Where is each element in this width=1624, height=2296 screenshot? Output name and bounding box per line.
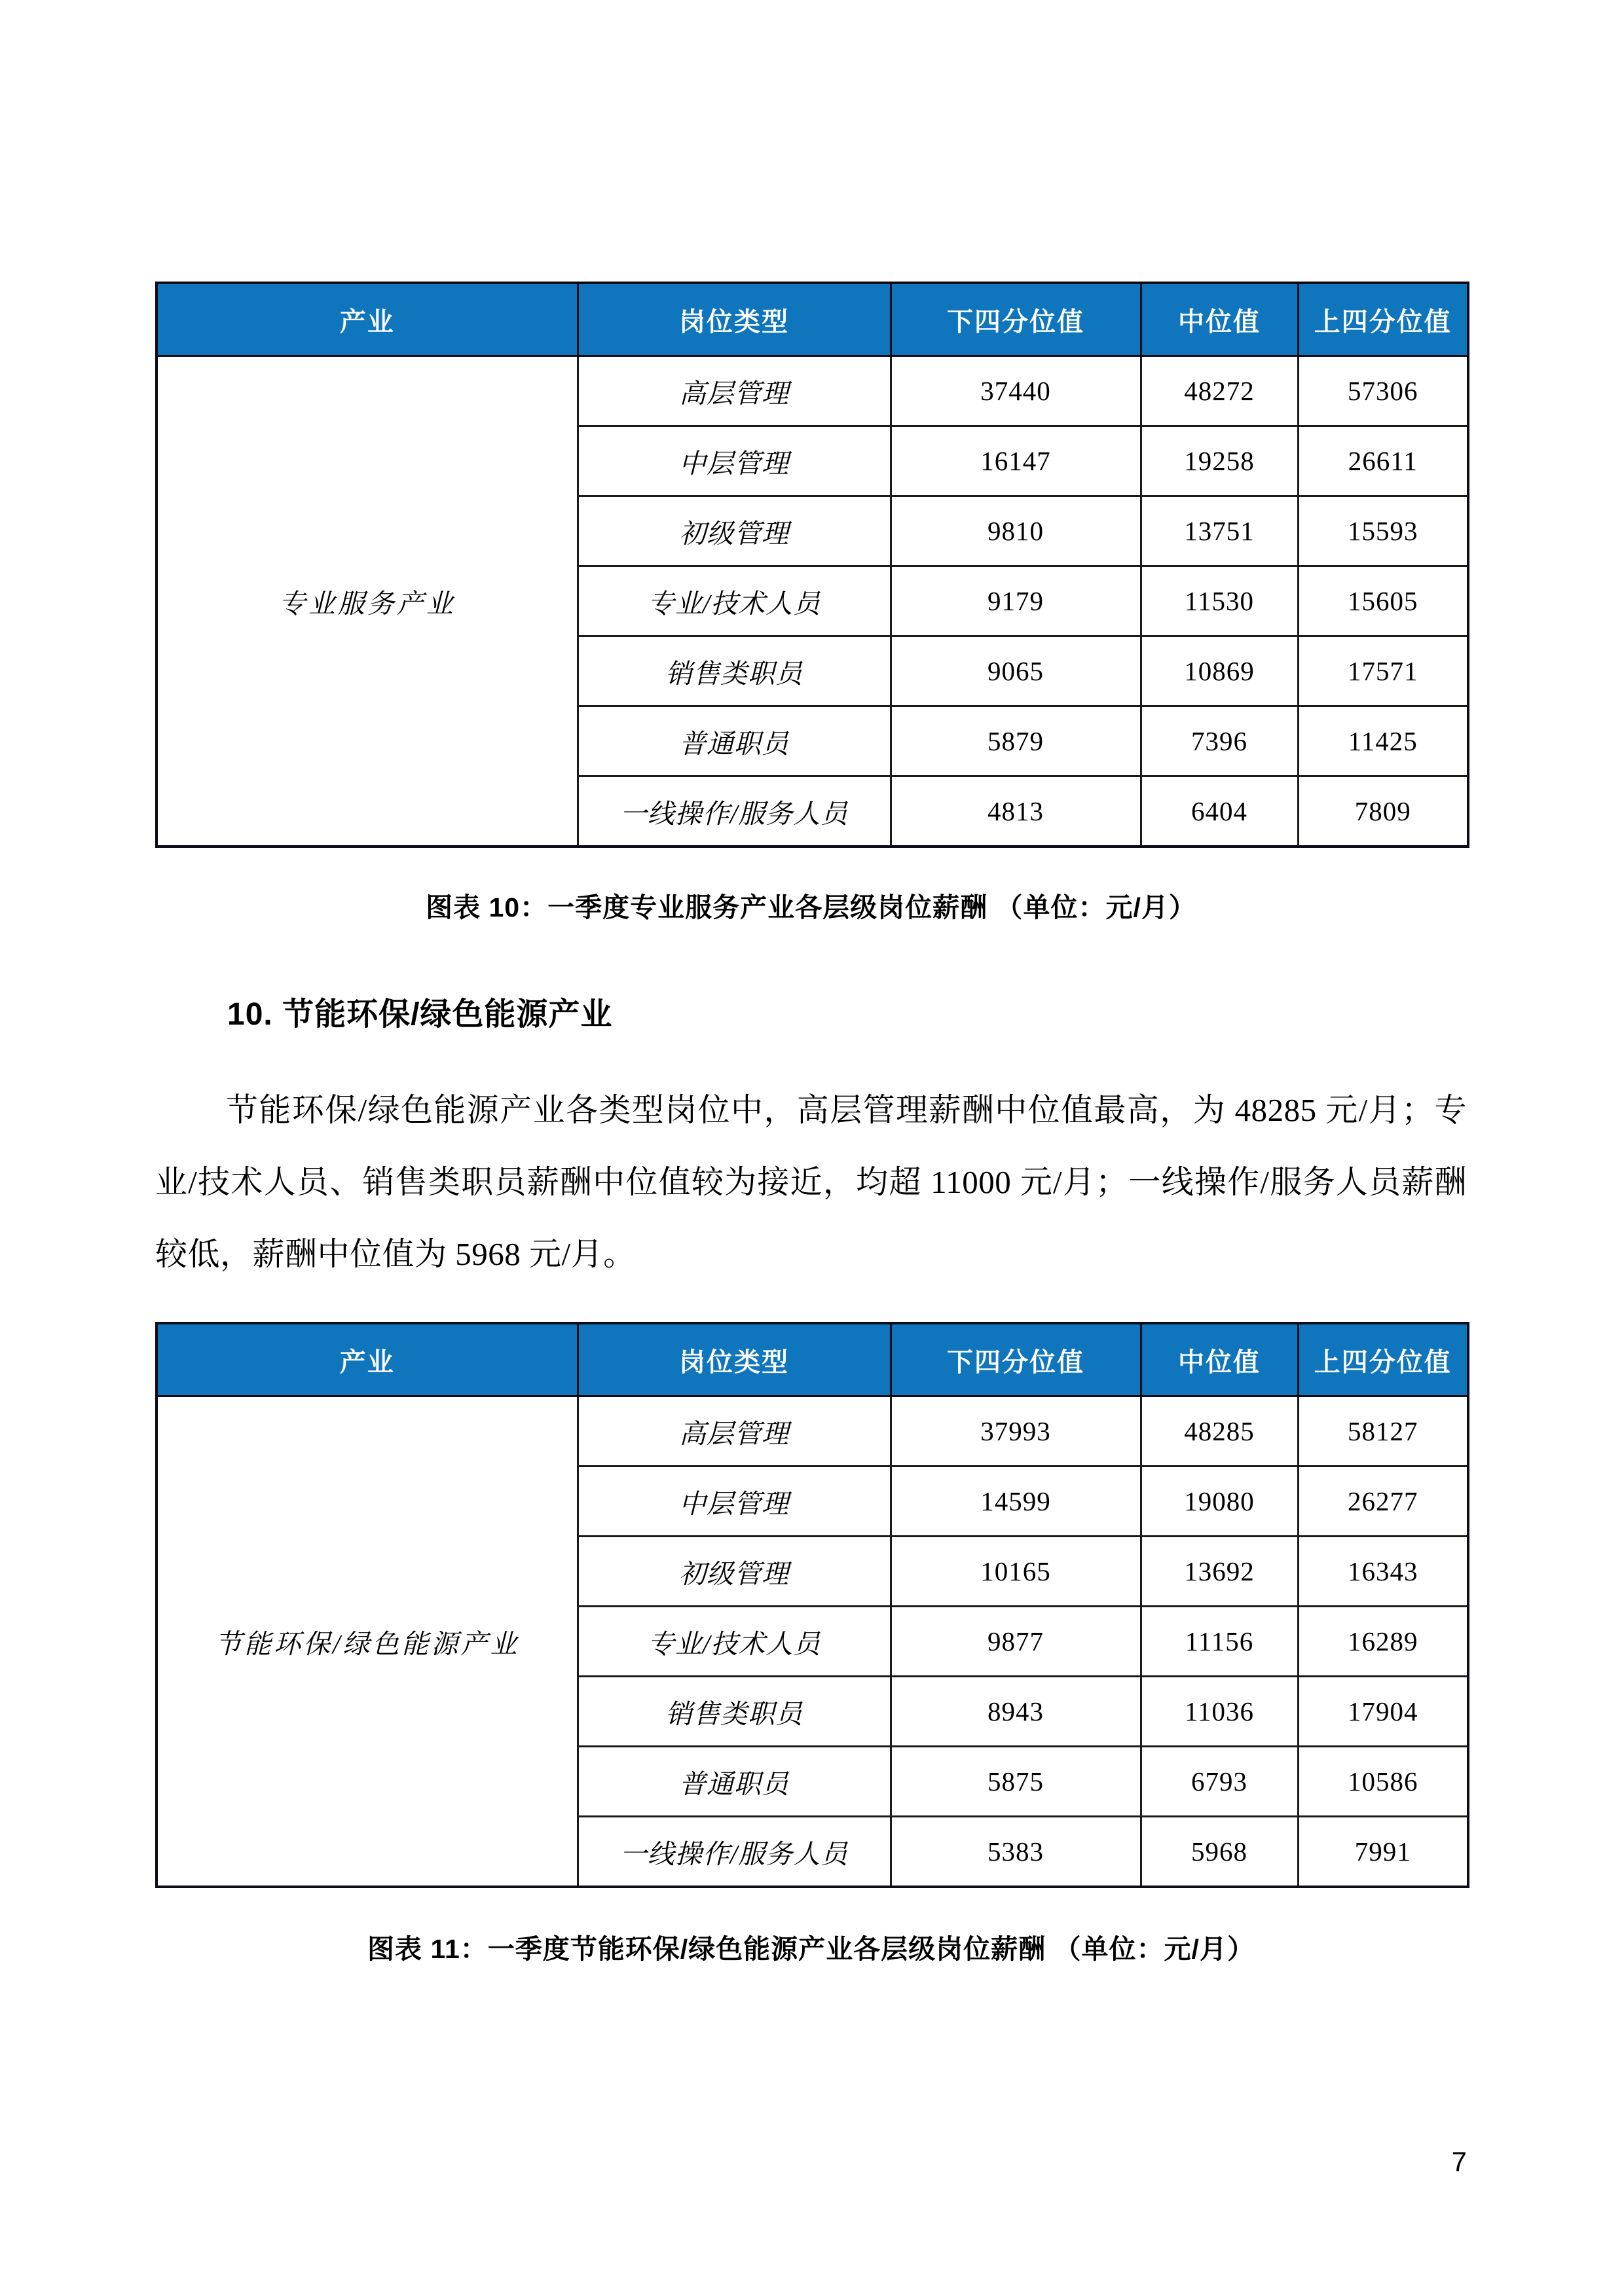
upper-quartile-cell: 10586 xyxy=(1298,1747,1468,1817)
lower-quartile-cell: 5875 xyxy=(891,1747,1141,1817)
median-cell: 6793 xyxy=(1141,1747,1298,1817)
median-cell: 11530 xyxy=(1141,566,1298,636)
section-heading: 10. 节能环保/绿色能源产业 xyxy=(227,997,613,1032)
column-header-lower-quartile: 下四分位值 xyxy=(891,1323,1141,1396)
lower-quartile-cell: 16147 xyxy=(891,426,1141,496)
column-header-job-type: 岗位类型 xyxy=(578,283,891,356)
table-11-header xyxy=(157,1323,1468,1396)
upper-quartile-cell: 17904 xyxy=(1298,1677,1468,1747)
upper-quartile-cell: 58127 xyxy=(1298,1396,1468,1467)
lower-quartile-cell: 4813 xyxy=(891,776,1141,847)
table-header-row xyxy=(157,283,1468,356)
upper-quartile-cell: 15593 xyxy=(1298,496,1468,566)
job-type-cell: 一线操作/服务人员 xyxy=(578,1817,891,1887)
table-header-row xyxy=(157,1323,1468,1396)
median-cell: 19258 xyxy=(1141,426,1298,496)
job-type-cell: 高层管理 xyxy=(578,1396,891,1467)
lower-quartile-cell: 37993 xyxy=(891,1396,1141,1467)
table-10-body xyxy=(157,356,1468,847)
upper-quartile-cell: 16289 xyxy=(1298,1607,1468,1677)
upper-quartile-cell: 26277 xyxy=(1298,1467,1468,1537)
table-10-header xyxy=(157,283,1468,356)
post-paragraph-spacer xyxy=(155,1290,1467,1322)
job-type-cell: 初级管理 xyxy=(578,1537,891,1607)
job-type-cell: 专业/技术人员 xyxy=(578,1607,891,1677)
column-header-industry: 产业 xyxy=(157,1323,578,1396)
industry-name-cell: 节能环保/绿色能源产业 xyxy=(157,1396,578,1887)
lower-quartile-cell: 10165 xyxy=(891,1537,1141,1607)
job-type-cell: 初级管理 xyxy=(578,496,891,566)
lower-quartile-cell: 9065 xyxy=(891,636,1141,706)
upper-quartile-cell: 7809 xyxy=(1298,776,1468,847)
job-type-cell: 一线操作/服务人员 xyxy=(578,776,891,847)
median-cell: 11036 xyxy=(1141,1677,1298,1747)
column-header-upper-quartile: 上四分位值 xyxy=(1298,1323,1468,1396)
median-cell: 7396 xyxy=(1141,706,1298,776)
lower-quartile-cell: 9810 xyxy=(891,496,1141,566)
lower-quartile-cell: 9877 xyxy=(891,1607,1141,1677)
median-cell: 48272 xyxy=(1141,356,1298,426)
lower-quartile-cell: 8943 xyxy=(891,1677,1141,1747)
post-caption-spacer xyxy=(155,924,1467,989)
upper-quartile-cell: 15605 xyxy=(1298,566,1468,636)
table-row xyxy=(157,1396,1468,1467)
median-cell: 6404 xyxy=(1141,776,1298,847)
job-type-cell: 销售类职员 xyxy=(578,1677,891,1747)
column-header-job-type: 岗位类型 xyxy=(578,1323,891,1396)
figure-caption-10: 图表 10：一季度专业服务产业各层级岗位薪酬 （单位：元/月） xyxy=(426,892,1196,922)
job-type-cell: 普通职员 xyxy=(578,706,891,776)
column-header-lower-quartile: 下四分位值 xyxy=(891,283,1141,356)
caption-11-spacer xyxy=(155,1888,1467,1927)
post-heading-spacer xyxy=(155,1034,1467,1074)
median-cell: 11156 xyxy=(1141,1607,1298,1677)
median-cell: 19080 xyxy=(1141,1467,1298,1537)
column-header-upper-quartile: 上四分位值 xyxy=(1298,283,1468,356)
figure-caption-11: 图表 11：一季度节能环保/绿色能源产业各层级岗位薪酬 （单位：元/月） xyxy=(367,1934,1255,1964)
industry-name-cell: 专业服务产业 xyxy=(157,356,578,847)
job-type-cell: 普通职员 xyxy=(578,1747,891,1817)
page-content xyxy=(155,0,1467,1966)
table-11-body xyxy=(157,1396,1468,1887)
lower-quartile-cell: 5383 xyxy=(891,1817,1141,1887)
job-type-cell: 中层管理 xyxy=(578,426,891,496)
job-type-cell: 销售类职员 xyxy=(578,636,891,706)
median-cell: 48285 xyxy=(1141,1396,1298,1467)
upper-quartile-cell: 11425 xyxy=(1298,706,1468,776)
lower-quartile-cell: 5879 xyxy=(891,706,1141,776)
salary-table-11 xyxy=(155,1322,1469,1888)
median-cell: 13751 xyxy=(1141,496,1298,566)
lower-quartile-cell: 14599 xyxy=(891,1467,1141,1537)
job-type-cell: 高层管理 xyxy=(578,356,891,426)
median-cell: 5968 xyxy=(1141,1817,1298,1887)
upper-quartile-cell: 57306 xyxy=(1298,356,1468,426)
section-paragraph: 节能环保/绿色能源产业各类型岗位中，高层管理薪酬中位值最高，为 48285 元/月；专业/技术人员、销售类职员薪酬中位值较为接近，均超 11000 元/月；一线操作/服务人员薪酬较低，薪酬中位值为 5968 元/月。 xyxy=(155,1092,1467,1272)
median-cell: 10869 xyxy=(1141,636,1298,706)
top-spacer xyxy=(155,0,1467,282)
upper-quartile-cell: 17571 xyxy=(1298,636,1468,706)
median-cell: 13692 xyxy=(1141,1537,1298,1607)
column-header-median: 中位值 xyxy=(1141,283,1298,356)
page-number: 7 xyxy=(1451,2146,1467,2177)
table-row xyxy=(157,356,1468,426)
upper-quartile-cell: 26611 xyxy=(1298,426,1468,496)
caption-10-spacer xyxy=(155,848,1467,886)
lower-quartile-cell: 37440 xyxy=(891,356,1141,426)
column-header-industry: 产业 xyxy=(157,283,578,356)
column-header-median: 中位值 xyxy=(1141,1323,1298,1396)
lower-quartile-cell: 9179 xyxy=(891,566,1141,636)
upper-quartile-cell: 16343 xyxy=(1298,1537,1468,1607)
job-type-cell: 专业/技术人员 xyxy=(578,566,891,636)
job-type-cell: 中层管理 xyxy=(578,1467,891,1537)
upper-quartile-cell: 7991 xyxy=(1298,1817,1468,1887)
salary-table-10 xyxy=(155,282,1469,848)
